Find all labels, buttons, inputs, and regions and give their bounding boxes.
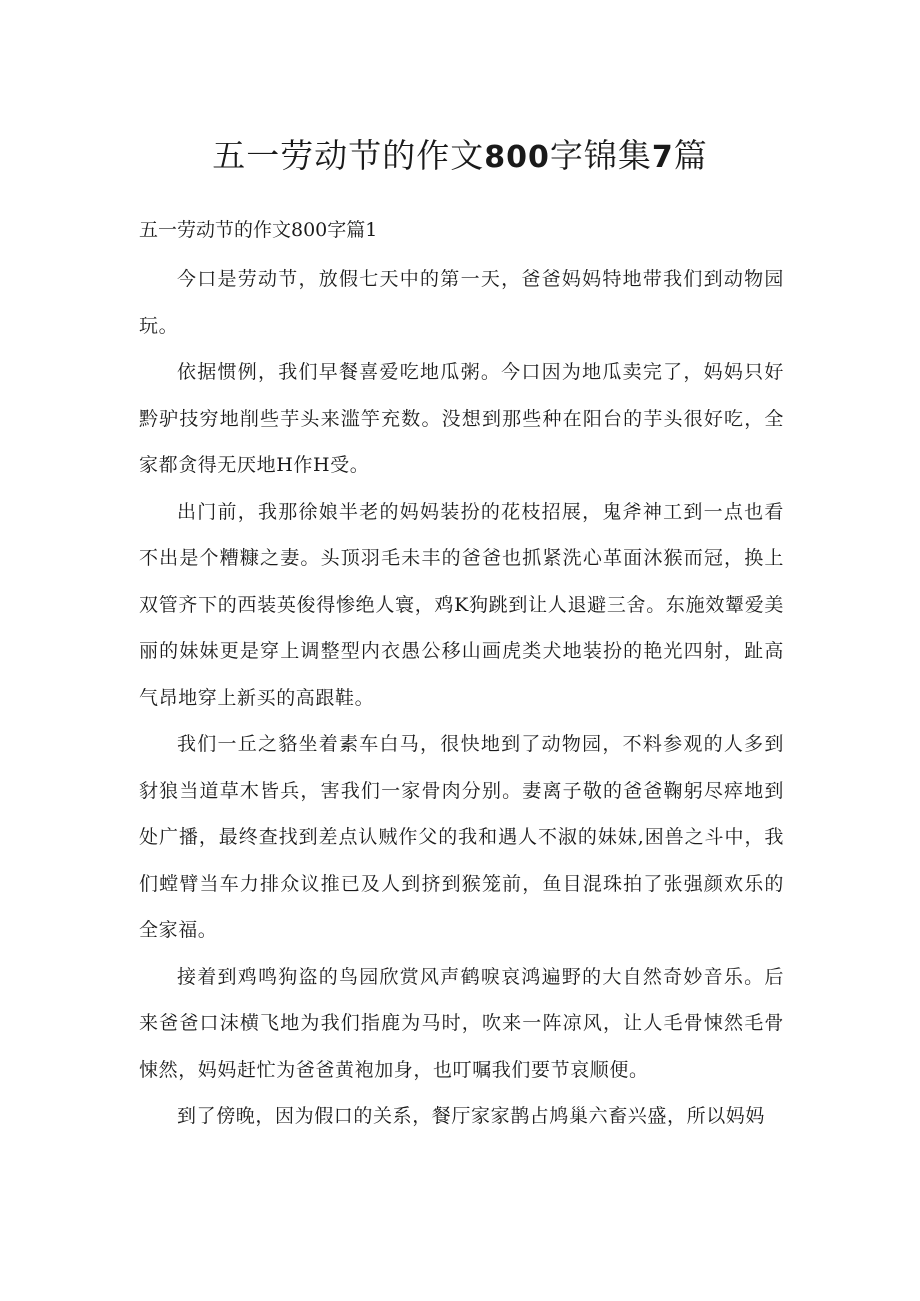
title-number-7: 7 xyxy=(651,140,674,175)
section-heading: 五一劳动节的作文800字篇1 xyxy=(139,219,378,241)
title-suffix: 篇 xyxy=(673,136,708,175)
paragraph-2: 依据惯例，我们早餐喜爱吃地瓜粥。今口因为地瓜卖完了，妈妈只好黔驴技穷地削些芋头来滥竽充数。没想到那些种在阳台的芋头很好吃，全家都贪得无厌地H作H受。 xyxy=(139,361,784,476)
paragraph-1: 今口是劳动节，放假七天中的第一天，爸爸妈妈特地带我们到动物园玩。 xyxy=(139,268,784,337)
paragraph-5: 接着到鸡鸣狗盗的鸟园欣赏风声鹤唳哀鸿遍野的大自然奇妙音乐。后来爸爸口沫横飞地为我们指鹿为马时，吹来一阵凉风，让人毛骨悚然毛骨悚然，妈妈赶忙为爸爸黄袍加身，也叮嘱我们要节哀顺便。 xyxy=(139,965,784,1081)
body-text xyxy=(139,256,784,1140)
paragraph-3: 出门前，我那徐娘半老的妈妈装扮的花枝招展，鬼斧神工到一点也看不出是个糟糠之妻。头顶羽毛未丰的爸爸也抓紧洗心革面沐猴而冠，换上双管齐下的西装英俊得惨绝人寰，鸡K狗跳到让人退避三舍。东施效颦爱美丽的妹妹更是穿上调整型内衣愚公移山画虎类犬地装扮的艳光四射，趾高气昂地穿上新买的高跟鞋。 xyxy=(139,500,784,709)
document-title xyxy=(0,132,920,182)
paragraph-4: 我们一丘之貉坐着素车白马，很快地到了动物园，不料参观的人多到豺狼当道草木皆兵，害我们一家骨肉分别。妻离子敬的爸爸鞠躬尽瘁地到处广播，最终查找到差点认贼作父的我和遇人不淑的妹妹,困兽之斗中，我们螳臂当车力排众议推已及人到挤到猴笼前，鱼目混珠拍了张强颜欢乐的全家福。 xyxy=(139,733,784,941)
title-number-800: 800 xyxy=(484,140,550,175)
title-prefix: 五一劳动节的作文 xyxy=(212,136,485,175)
title-mid: 字锦集 xyxy=(549,136,652,175)
paragraph-6: 到了傍晚，因为假口的关系，餐厅家家鹊占鸠巢六畜兴盛，所以妈妈 xyxy=(177,1105,766,1127)
